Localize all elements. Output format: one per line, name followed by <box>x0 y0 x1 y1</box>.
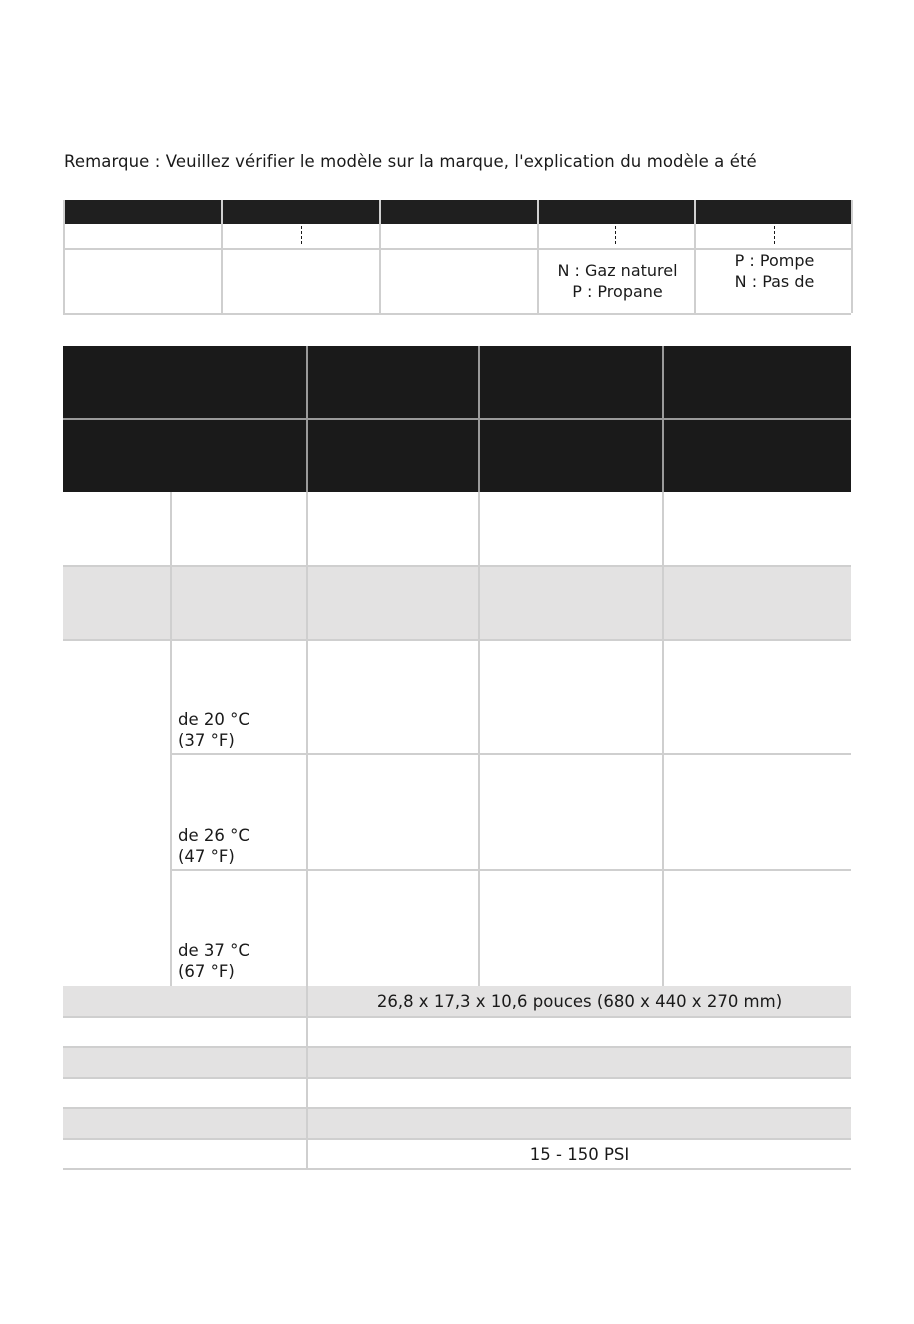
header-separator <box>63 418 851 420</box>
pressure-value: 15 - 150 PSI <box>529 1145 630 1164</box>
fuel-propane: P : Propane <box>572 282 663 301</box>
remark-text: Remarque : Veuillez vérifier le modèle sur la marque, l'explication du modèle a été <box>64 152 757 171</box>
col-separator <box>662 492 664 986</box>
pump-type-text <box>696 250 853 292</box>
col-separator <box>170 492 172 986</box>
pump-yes: P : Pompe <box>734 251 815 270</box>
row-line <box>172 753 851 755</box>
dash-marker <box>774 226 775 244</box>
row-line <box>63 639 851 641</box>
row-line <box>172 869 851 871</box>
col-separator <box>478 492 480 986</box>
model-col-3 <box>381 200 539 313</box>
spec-row-grey <box>63 1109 851 1138</box>
spec-row-grey <box>63 1048 851 1077</box>
model-col-1 <box>65 200 223 313</box>
row-line <box>63 1138 851 1140</box>
col-separator <box>306 986 308 1170</box>
row-line <box>63 1077 851 1079</box>
spec-row-grey <box>63 567 851 639</box>
model-col-2 <box>223 200 381 313</box>
pump-no: N : Pas de <box>734 272 815 291</box>
dimensions-value: 26,8 x 17,3 x 10,6 pouces (680 x 440 x 270 mm) <box>376 992 783 1011</box>
temp-rise-37: de 37 °C (67 °F) <box>178 941 250 981</box>
fuel-natural-gas: N : Gaz naturel <box>557 261 678 280</box>
temp-rise-20: de 20 °C (37 °F) <box>178 710 250 750</box>
fuel-type-text <box>539 260 696 302</box>
dash-marker <box>615 226 616 244</box>
model-table <box>63 200 851 315</box>
col-separator <box>306 492 308 986</box>
row-line <box>63 1168 851 1170</box>
row-line <box>63 1016 851 1018</box>
dash-marker <box>301 226 302 244</box>
temp-rise-26: de 26 °C (47 °F) <box>178 826 250 866</box>
